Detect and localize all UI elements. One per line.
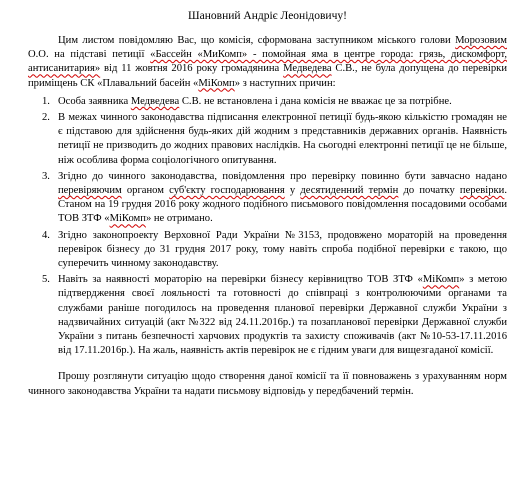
spellcheck-flagged-text: десятиденний термін	[300, 185, 399, 197]
intro-paragraph	[28, 34, 507, 91]
spellcheck-flagged-text: Медведева	[283, 63, 332, 75]
text-run: В межах чинного законодавства підписання електронної петиції будь-якою кількістю громадян не є підставою для здійснення будь-яких дій жодним з представників державних органів. Наявність петиції не призводить до жодних правових наслідків. На сьогодні електронні петиції це не більше, ніж особлива форма соціологічного опитування.	[58, 112, 507, 166]
list-item-number: 2.	[42, 112, 50, 124]
list-item	[28, 95, 507, 109]
list-item-text	[58, 274, 507, 356]
list-item-text	[58, 171, 507, 225]
list-item	[28, 273, 507, 358]
list-item-number: 5.	[42, 274, 50, 286]
text-run: С.В., не була допущена до перевірки приміщень СК «Плавальний басейн «	[28, 63, 507, 89]
list-item-number: 4.	[42, 229, 50, 241]
text-run: » не отримано.	[145, 213, 213, 225]
list-item-number: 3.	[42, 170, 50, 182]
text-run: Цим листом повідомляю Вас, що комісія, сформована заступником міського голови	[58, 35, 456, 46]
text-run: Згідно законопроекту Верховної Ради України №3153, продовжено мораторій на проведення перевірок бізнесу до 31 грудня 2017 року, тому навіть спроба подібної перевірки є такою, що суперечить чинному законодавству.	[58, 229, 507, 270]
spellcheck-flagged-text: Медведева	[130, 95, 180, 107]
list-item-text	[58, 112, 507, 166]
text-run: Згідно до чинного законодавства, повідомлення про перевірку повинно бути завчасно надано	[58, 170, 507, 182]
text-run: у	[284, 185, 301, 197]
list-item	[28, 170, 507, 227]
text-run: до початку	[398, 185, 460, 197]
text-run: Навіть за наявності мораторію на перевірки бізнесу керівництво ТОВ ЗТФ «	[58, 274, 423, 286]
list-item-text	[58, 96, 452, 107]
text-run: Особа заявника	[58, 95, 131, 107]
text-run: від 11 жовтня 2016 року громадянина	[100, 63, 284, 75]
closing-paragraph: Прошу розглянути ситуацію щодо створення даної комісії та її повноважень з урахуванням норм чинного законодавства України та надати письмову відповідь у передбачений термін.	[28, 371, 507, 397]
text-run: » з наступних причин:	[234, 77, 336, 89]
text-run: О.О. на підставі петиції	[28, 49, 151, 61]
spellcheck-flagged-text: «Бассейн «МиКомп» - помойная яма в центре города: грязь, дискомфорт, антисанитария»	[28, 49, 507, 75]
list-item	[28, 229, 507, 272]
salutation: Шановний Андріє Леонідовичу!	[188, 10, 347, 22]
spellcheck-flagged-text: Морозовим	[455, 35, 507, 46]
spellcheck-flagged-text: МіКомп	[422, 274, 460, 286]
spellcheck-flagged-text: МіКомп	[198, 77, 235, 89]
reasons-list	[28, 95, 507, 359]
spellcheck-flagged-text: перевірки	[459, 185, 505, 197]
list-item	[28, 111, 507, 168]
spellcheck-flagged-text: перевіряючим	[58, 185, 122, 197]
list-item-number: 1.	[42, 95, 50, 107]
text-run: органом	[121, 185, 170, 197]
text-run: С.В. не встановлена і дана комісія не вважає це за потрібне.	[179, 95, 452, 107]
spellcheck-flagged-text: суб'єкту господарювання	[169, 185, 285, 197]
list-item-text	[58, 230, 507, 269]
text-run: . Станом на 19 грудня 2016 року жодного подібного письмового повідомлення посадовими особами ТОВ ЗТФ «	[58, 185, 508, 225]
text-run: » з метою підтвердження своєї лояльності та готовності до співпраці з контролюючими органами та службами раніше погодилось на проведення планової перевірки Державної служби України з надзвичайних ситуацій (акт №322 від 24.11.2016р.) та позапланової перевірки Державної служби України з питань безпечності харчових продуктів та захисту споживачів (акт №10-53-17.11.2016 від 17.11.2016р.). На жаль, наявність актів перевірок не є гідним уваги для вищезгаданої комісії.	[58, 274, 508, 357]
spellcheck-flagged-text: МіКомп	[109, 213, 146, 225]
